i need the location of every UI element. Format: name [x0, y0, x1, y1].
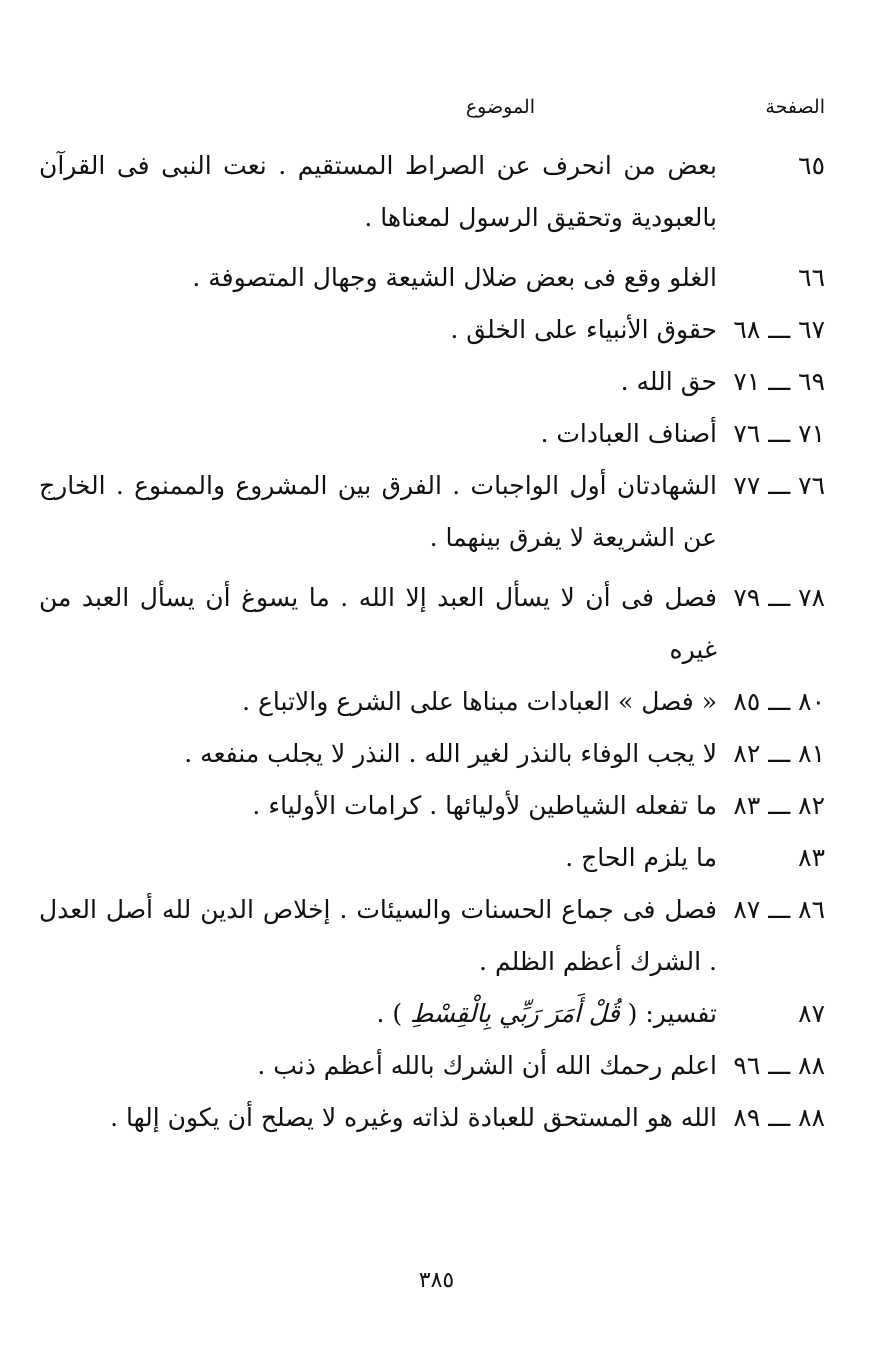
entry-topic: الله هو المستحق للعبادة لذاته وغيره لا يصلح أن يكون إلها .	[110, 1103, 717, 1132]
index-entry	[35, 884, 825, 988]
entry-topic: أصناف العبادات .	[540, 419, 717, 448]
index-entry	[35, 728, 825, 780]
quran-verse: قُلْ أَمَرَ رَبِّي بِالْقِسْطِ	[410, 999, 620, 1028]
entry-topic	[35, 988, 717, 1040]
entry-page-number: ٧٦ ـــ ٧٧	[733, 471, 825, 500]
entry-page-number: ٨٠ ـــ ٨٥	[733, 687, 825, 716]
entry-page-number: ٧١ ـــ ٧٦	[733, 419, 825, 448]
index-entry	[35, 304, 825, 356]
entry-topic: فصل فى جماع الحسنات والسيئات . إخلاص الدين لله أصل العدل . الشرك أعظم الظلم .	[39, 895, 717, 976]
index-entry	[35, 408, 825, 460]
entry-page-number: ٨٨ ـــ ٨٩	[733, 1103, 825, 1132]
index-entry	[35, 572, 825, 676]
entry-topic: لا يجب الوفاء بالنذر لغير الله . النذر لا يجلب منفعه .	[184, 739, 717, 768]
entry-page-number: ٨٧	[798, 999, 825, 1028]
index-entry	[35, 988, 825, 1040]
index-entry	[35, 1092, 825, 1144]
tafsir-prefix: تفسير: (	[627, 999, 717, 1028]
index-entry	[35, 1040, 825, 1092]
entry-page-number: ٦٩ ـــ ٧١	[733, 367, 825, 396]
entry-topic: « فصل » العبادات مبناها على الشرع والاتباع .	[242, 687, 717, 716]
column-header	[48, 96, 825, 126]
entry-topic: اعلم رحمك الله أن الشرك بالله أعظم ذنب .	[257, 1051, 717, 1080]
tafsir-suffix: ) .	[376, 999, 403, 1028]
entry-topic: حق الله .	[620, 367, 717, 396]
index-entry	[35, 356, 825, 408]
entry-topic: ما تفعله الشياطين لأوليائها . كرامات الأولياء .	[252, 791, 717, 820]
index-entry	[35, 140, 825, 244]
entry-topic: الغلو وقع فى بعض ضلال الشيعة وجهال المتصوفة .	[192, 263, 717, 292]
entry-page-number: ٦٥	[798, 151, 825, 180]
index-entry	[35, 252, 825, 304]
entry-topic: الشهادتان أول الواجبات . الفرق بين المشروع والممنوع . الخارج عن الشريعة لا يفرق بينهما .	[39, 471, 717, 552]
page-column-heading: الصفحة	[765, 96, 825, 118]
entry-page-number: ٧٨ ـــ ٧٩	[733, 583, 825, 612]
entry-page-number: ٨١ ـــ ٨٢	[733, 739, 825, 768]
entry-page-number: ٨٣	[798, 843, 825, 872]
entry-topic: فصل فى أن لا يسأل العبد إلا الله . ما يسوغ أن يسأل العبد من غيره	[39, 583, 717, 664]
index-entry	[35, 780, 825, 832]
index-entry	[35, 460, 825, 564]
entry-topic: بعض من انحرف عن الصراط المستقيم . نعت النبى فى القرآن بالعبودية وتحقيق الرسول لمعناها .	[39, 151, 717, 232]
entry-page-number: ٨٦ ـــ ٨٧	[733, 895, 825, 924]
index-entries	[35, 140, 825, 1144]
entry-page-number: ٦٦	[798, 263, 825, 292]
index-entry	[35, 676, 825, 728]
page-number: ٣٨٥	[418, 1268, 455, 1293]
index-entry	[35, 832, 825, 884]
entry-topic: حقوق الأنبياء على الخلق .	[450, 315, 717, 344]
entry-page-number: ٦٧ ـــ ٦٨	[733, 315, 825, 344]
entry-topic: ما يلزم الحاج .	[565, 843, 717, 872]
entry-page-number: ٨٨ ـــ ٩٦	[733, 1051, 825, 1080]
topic-column-heading: الموضوع	[465, 96, 535, 118]
entry-page-number: ٨٢ ـــ ٨٣	[733, 791, 825, 820]
